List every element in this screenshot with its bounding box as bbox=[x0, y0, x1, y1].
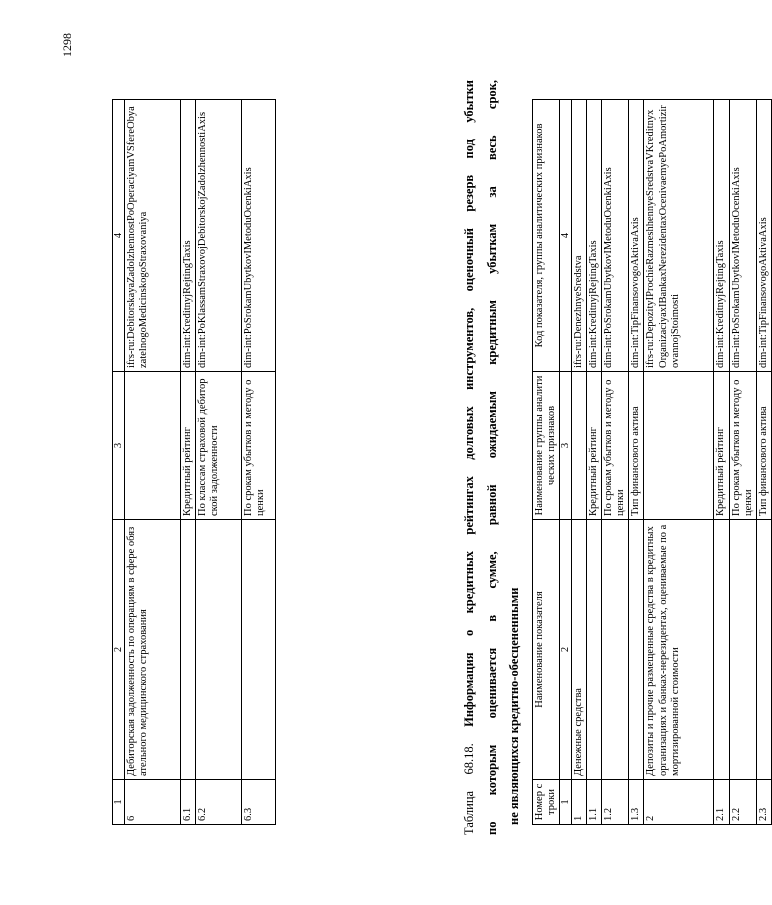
row-group: По срокам убытков и методу оценки bbox=[729, 372, 756, 520]
table-row bbox=[125, 100, 181, 825]
table-row bbox=[572, 100, 587, 825]
row-name bbox=[181, 520, 196, 780]
row-code: ifrs-ru:DebitorskayaZadolzhennostPoOperaciyamVSfereObyazatelnogoMedicinskogoStraxovaniya bbox=[125, 100, 181, 372]
row-id: 2.3 bbox=[756, 780, 771, 825]
row-name bbox=[587, 520, 602, 780]
table-row bbox=[181, 100, 196, 825]
col-number: 1 bbox=[113, 780, 125, 825]
header-indicator-name: Наименование показателя bbox=[533, 520, 560, 780]
table-row bbox=[602, 100, 629, 825]
table-row bbox=[196, 100, 242, 825]
table-bottom bbox=[532, 99, 772, 825]
row-id: 6 bbox=[125, 780, 181, 825]
col-number: 2 bbox=[560, 520, 572, 780]
row-code: dim-int:TipFinansovogoAktivaAxis bbox=[629, 100, 644, 372]
row-code: dim-int:TipFinansovogoAktivaAxis bbox=[756, 100, 771, 372]
header-code: Код показателя, группы аналитических признаков bbox=[533, 100, 560, 372]
row-code: dim-int:KreditnyjRejtingTaxis bbox=[587, 100, 602, 372]
row-code: dim-int:PoSrokamUbytkovIMetoduOcenkiAxis bbox=[602, 100, 629, 372]
table-top bbox=[112, 99, 276, 825]
table-row bbox=[644, 100, 714, 825]
row-name bbox=[629, 520, 644, 780]
row-code: ifrs-ru:DenezhnyeSredstva bbox=[572, 100, 587, 372]
row-name bbox=[242, 520, 276, 780]
row-group: Кредитный рейтинг bbox=[181, 372, 196, 520]
row-name bbox=[714, 520, 729, 780]
caption-prefix: Таблица 68.18. bbox=[462, 743, 476, 835]
row-group: По срокам убытков и методу оценки bbox=[242, 372, 276, 520]
row-name: Денежные средства bbox=[572, 520, 587, 780]
table-row bbox=[629, 100, 644, 825]
caption-title-line-1: Информация о кредитных рейтингах долговых инструментов, оценочный резерв под убытки bbox=[462, 80, 476, 727]
row-code: dim-int:KreditnyjRejtingTaxis bbox=[714, 100, 729, 372]
row-group: Тип финансового актива bbox=[629, 372, 644, 520]
col-number: 3 bbox=[560, 372, 572, 520]
table-row bbox=[756, 100, 771, 825]
table-row bbox=[242, 100, 276, 825]
row-code: dim-int:PoSrokamUbytkovIMetoduOcenkiAxis bbox=[242, 100, 276, 372]
row-id: 1.3 bbox=[629, 780, 644, 825]
table-header-row bbox=[533, 100, 560, 825]
row-name: Дебиторская задолженность по операциям в сфере обязательного медицинского страхования bbox=[125, 520, 181, 780]
row-id: 2.1 bbox=[714, 780, 729, 825]
table-bottom-number-row bbox=[560, 100, 572, 825]
table-caption-line-1 bbox=[462, 80, 477, 835]
col-number: 4 bbox=[113, 100, 125, 372]
row-code: ifrs-ru:DepozityIProchieRazmeshhennyeSredstvaVKreditnyxOrganizaciyaxIBankaxNerezidentaxOcenivaemyePoAmortizirovannojStoimosti bbox=[644, 100, 714, 372]
row-name bbox=[729, 520, 756, 780]
table-row bbox=[587, 100, 602, 825]
row-id: 1.2 bbox=[602, 780, 629, 825]
page-number: 1298 bbox=[60, 33, 74, 57]
row-group: Кредитный рейтинг bbox=[714, 372, 729, 520]
row-id: 2.2 bbox=[729, 780, 756, 825]
col-number: 3 bbox=[113, 372, 125, 520]
row-code: dim-int:PoSrokamUbytkovIMetoduOcenkiAxis bbox=[729, 100, 756, 372]
row-group bbox=[125, 372, 181, 520]
row-group bbox=[572, 372, 587, 520]
col-number: 2 bbox=[113, 520, 125, 780]
table-row bbox=[714, 100, 729, 825]
row-id: 1.1 bbox=[587, 780, 602, 825]
table-top-number-row bbox=[113, 100, 125, 825]
row-id: 2 bbox=[644, 780, 714, 825]
row-code: dim-int:KreditnyjRejtingTaxis bbox=[181, 100, 196, 372]
row-name: Депозиты и прочие размещенные средства в кредитных организациях и банках-нерезидентах, оцениваемые по амортизированной стоимости bbox=[644, 520, 714, 780]
col-number: 4 bbox=[560, 100, 572, 372]
row-code: dim-int:PoKlassamStraxovojDebitorskojZadolzhennostiAxis bbox=[196, 100, 242, 372]
row-id: 1 bbox=[572, 780, 587, 825]
table-row bbox=[729, 100, 756, 825]
row-group: По классам страховой дебиторской задолженности bbox=[196, 372, 242, 520]
row-name bbox=[602, 520, 629, 780]
row-group: По срокам убытков и методу оценки bbox=[602, 372, 629, 520]
row-group: Кредитный рейтинг bbox=[587, 372, 602, 520]
header-group-name: Наименование группы аналитических признаков bbox=[533, 372, 560, 520]
row-id: 6.2 bbox=[196, 780, 242, 825]
header-row-number: Номер строки bbox=[533, 780, 560, 825]
caption-title-line-2: по которым оценивается в сумме, равной ожидаемым кредитным убыткам за весь срок, bbox=[485, 80, 499, 835]
row-id: 6.3 bbox=[242, 780, 276, 825]
row-name bbox=[196, 520, 242, 780]
row-id: 6.1 bbox=[181, 780, 196, 825]
row-group: Тип финансового актива bbox=[756, 372, 771, 520]
row-name bbox=[756, 520, 771, 780]
row-group bbox=[644, 372, 714, 520]
col-number: 1 bbox=[560, 780, 572, 825]
caption-title-line-3: не являющихся кредитно-обесцененными bbox=[507, 587, 521, 825]
